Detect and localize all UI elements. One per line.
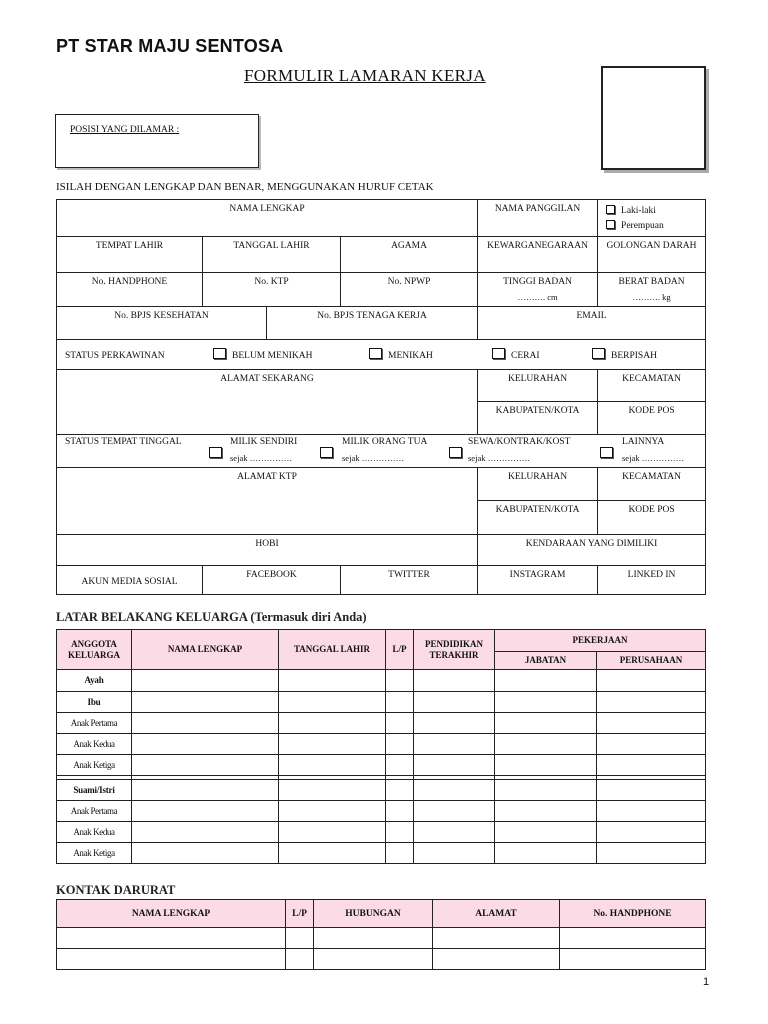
kelurahan-ktp-cell[interactable] xyxy=(478,468,598,501)
header-jabatan: JABATAN xyxy=(495,652,597,670)
berat-badan-label: BERAT BADAN xyxy=(618,277,685,287)
checkbox-belum-menikah[interactable] xyxy=(213,348,226,359)
family-cell[interactable] xyxy=(414,843,495,864)
hobi-cell[interactable] xyxy=(57,535,478,566)
header-alamat: ALAMAT xyxy=(433,900,560,928)
family-cell[interactable] xyxy=(414,755,495,776)
family-title: LATAR BELAKANG KELUARGA xyxy=(56,610,248,624)
family-cell[interactable] xyxy=(279,713,386,734)
checkbox-cerai[interactable] xyxy=(492,348,505,359)
family-cell[interactable] xyxy=(279,670,386,692)
checkbox-milik-sendiri[interactable] xyxy=(209,447,222,458)
alamat-sekarang-cell[interactable] xyxy=(57,370,478,435)
family-row xyxy=(57,713,706,734)
family-cell[interactable] xyxy=(495,692,597,713)
emergency-row xyxy=(57,949,706,970)
family-cell[interactable] xyxy=(597,734,706,755)
checkbox-milik-orang-tua[interactable] xyxy=(320,447,333,458)
checkbox-berpisah[interactable] xyxy=(592,348,605,359)
kode-pos-cell[interactable] xyxy=(598,402,706,435)
personal-data-table xyxy=(56,199,706,595)
marital-status-label: STATUS PERKAWINAN xyxy=(65,350,165,361)
family-member-label: Anak Ketiga xyxy=(57,755,132,776)
tinggi-badan-cell[interactable] xyxy=(478,273,598,307)
family-member-label: Anak Pertama xyxy=(57,801,132,822)
family-cell[interactable] xyxy=(386,822,414,843)
alamat-ktp-cell[interactable] xyxy=(57,468,478,535)
header-hubungan: HUBUNGAN xyxy=(314,900,433,928)
alamat-ktp-label: ALAMAT KTP xyxy=(237,472,297,482)
family-cell[interactable] xyxy=(495,713,597,734)
position-field[interactable] xyxy=(55,114,259,168)
kode-pos-label: KODE POS xyxy=(628,406,675,416)
marital-option-label: MENIKAH xyxy=(388,350,433,361)
emergency-cell[interactable] xyxy=(314,928,433,949)
kewarganegaraan-cell[interactable] xyxy=(478,237,598,273)
family-cell[interactable] xyxy=(279,755,386,776)
nama-lengkap-label: NAMA LENGKAP xyxy=(229,204,305,214)
family-cell[interactable] xyxy=(386,692,414,713)
berat-badan-cell[interactable] xyxy=(598,273,706,307)
agama-label: AGAMA xyxy=(391,241,427,251)
emergency-cell[interactable] xyxy=(560,928,706,949)
golongan-darah-cell[interactable] xyxy=(598,237,706,273)
instagram-cell[interactable] xyxy=(478,566,598,595)
ktp-cell[interactable] xyxy=(203,273,341,307)
residence-option-label: MILIK SENDIRI xyxy=(230,437,298,447)
gender-female-label: Perempuan xyxy=(621,221,664,231)
email-cell[interactable] xyxy=(478,307,706,340)
checkbox-perempuan[interactable] xyxy=(606,220,615,229)
residence-option-label: SEWA/KONTRAK/KOST xyxy=(468,437,571,447)
emergency-table xyxy=(56,899,706,970)
page-number: 1 xyxy=(703,976,710,988)
header-nama: NAMA LENGKAP xyxy=(132,630,279,670)
family-cell[interactable] xyxy=(279,822,386,843)
family-row xyxy=(57,755,706,776)
family-member-label: Suami/Istri xyxy=(57,780,132,801)
emergency-cell[interactable] xyxy=(314,949,433,970)
handphone-label: No. HANDPHONE xyxy=(91,277,168,287)
kendaraan-cell[interactable] xyxy=(478,535,706,566)
family-row xyxy=(57,692,706,713)
family-cell[interactable] xyxy=(279,734,386,755)
tanggal-lahir-cell[interactable] xyxy=(203,237,341,273)
position-label: POSISI YANG DILAMAR : xyxy=(70,125,180,135)
facebook-cell[interactable] xyxy=(203,566,341,595)
header-lp: L/P xyxy=(286,900,314,928)
family-cell[interactable] xyxy=(132,780,279,801)
family-cell[interactable] xyxy=(495,801,597,822)
family-cell[interactable] xyxy=(386,670,414,692)
kabupaten-label: KABUPATEN/KOTA xyxy=(495,406,580,416)
kendaraan-label: KENDARAAN YANG DIMILIKI xyxy=(525,539,658,549)
family-cell[interactable] xyxy=(495,843,597,864)
emergency-cell[interactable] xyxy=(560,949,706,970)
emergency-cell[interactable] xyxy=(286,928,314,949)
emergency-cell[interactable] xyxy=(433,928,560,949)
family-cell[interactable] xyxy=(597,780,706,801)
family-cell[interactable] xyxy=(495,822,597,843)
family-cell[interactable] xyxy=(597,755,706,776)
header-anggota: ANGGOTA KELUARGA xyxy=(57,630,132,670)
family-cell[interactable] xyxy=(495,734,597,755)
emergency-cell[interactable] xyxy=(57,949,286,970)
tinggi-badan-label: TINGGI BADAN xyxy=(503,277,572,287)
family-cell[interactable] xyxy=(386,755,414,776)
nama-panggilan-label: NAMA PANGGILAN xyxy=(494,204,581,214)
family-cell[interactable] xyxy=(132,670,279,692)
family-cell[interactable] xyxy=(132,755,279,776)
bpjs-tk-label: No. BPJS TENAGA KERJA xyxy=(317,311,427,321)
social-media-label-cell xyxy=(57,566,203,595)
kelurahan-label: KELURAHAN xyxy=(507,472,568,482)
marital-status-row xyxy=(57,340,706,370)
bpjs-kesehatan-cell[interactable] xyxy=(57,307,267,340)
family-row xyxy=(57,670,706,692)
sejak-field[interactable]: sejak …………… xyxy=(230,453,293,463)
kabupaten-ktp-cell[interactable] xyxy=(478,501,598,535)
header-handphone: No. HANDPHONE xyxy=(560,900,706,928)
family-row xyxy=(57,801,706,822)
tanggal-lahir-label: TANGGAL LAHIR xyxy=(233,241,310,251)
family-row xyxy=(57,780,706,801)
bpjs-kesehatan-label: No. BPJS KESEHATAN xyxy=(114,311,209,321)
family-cell[interactable] xyxy=(414,734,495,755)
facebook-label: FACEBOOK xyxy=(246,570,297,580)
checkbox-laki-laki[interactable] xyxy=(606,205,615,214)
family-cell[interactable] xyxy=(495,670,597,692)
email-label: EMAIL xyxy=(576,311,607,321)
npwp-cell[interactable] xyxy=(341,273,478,307)
kode-pos-label: KODE POS xyxy=(628,505,675,515)
family-cell[interactable] xyxy=(386,801,414,822)
form-title: FORMULIR LAMARAN KERJA xyxy=(244,66,486,85)
kabupaten-cell[interactable] xyxy=(478,402,598,435)
hobi-label: HOBI xyxy=(255,539,279,549)
kode-pos-ktp-cell[interactable] xyxy=(598,501,706,535)
header-pendidikan: PENDIDIKAN TERAKHIR xyxy=(414,630,495,670)
emergency-section-title: KONTAK DARURAT xyxy=(56,883,176,897)
kelurahan-label: KELURAHAN xyxy=(507,374,568,384)
sejak-field[interactable]: sejak …………… xyxy=(468,453,531,463)
family-cell[interactable] xyxy=(414,780,495,801)
residence-option-label: MILIK ORANG TUA xyxy=(342,437,428,447)
family-cell[interactable] xyxy=(279,843,386,864)
family-member-label: Anak Kedua xyxy=(57,822,132,843)
header-pekerjaan: PEKERJAAN xyxy=(495,630,706,652)
kecamatan-label: KECAMATAN xyxy=(622,374,681,384)
checkbox-sewa[interactable] xyxy=(449,447,462,458)
emergency-cell[interactable] xyxy=(433,949,560,970)
family-section-title xyxy=(56,610,367,625)
kabupaten-label: KABUPATEN/KOTA xyxy=(495,505,580,515)
emergency-cell[interactable] xyxy=(286,949,314,970)
handphone-cell[interactable] xyxy=(57,273,203,307)
marital-option-label: BERPISAH xyxy=(611,350,657,361)
family-cell[interactable] xyxy=(414,822,495,843)
family-cell[interactable] xyxy=(495,780,597,801)
instagram-label: INSTAGRAM xyxy=(509,570,566,580)
nama-panggilan-cell[interactable] xyxy=(478,200,598,237)
family-title-note: (Termasuk diri Anda) xyxy=(250,610,367,624)
checkbox-menikah[interactable] xyxy=(369,348,382,359)
family-cell[interactable] xyxy=(414,670,495,692)
family-cell[interactable] xyxy=(414,692,495,713)
family-cell[interactable] xyxy=(414,801,495,822)
gender-cell xyxy=(598,200,706,237)
family-cell[interactable] xyxy=(597,822,706,843)
family-cell[interactable] xyxy=(597,670,706,692)
kecamatan-label: KECAMATAN xyxy=(622,472,681,482)
family-cell[interactable] xyxy=(597,801,706,822)
tempat-lahir-label: TEMPAT LAHIR xyxy=(95,241,164,251)
family-cell[interactable] xyxy=(597,713,706,734)
residence-option-label: LAINNYA xyxy=(622,437,665,447)
family-cell[interactable] xyxy=(597,692,706,713)
photo-box[interactable] xyxy=(601,66,706,170)
sejak-field[interactable]: sejak …………… xyxy=(342,453,405,463)
family-member-label: Anak Kedua xyxy=(57,734,132,755)
family-cell[interactable] xyxy=(132,843,279,864)
residence-status-label: STATUS TEMPAT TINGGAL xyxy=(65,437,182,447)
company-name: PT STAR MAJU SENTOSA xyxy=(56,36,284,56)
header-perusahaan: PERUSAHAAN xyxy=(597,652,706,670)
bpjs-tk-cell[interactable] xyxy=(267,307,478,340)
ktp-label: No. KTP xyxy=(254,277,289,287)
family-cell[interactable] xyxy=(495,755,597,776)
family-member-label: Ibu xyxy=(57,692,132,713)
family-cell[interactable] xyxy=(279,780,386,801)
family-cell[interactable] xyxy=(132,692,279,713)
family-cell[interactable] xyxy=(386,780,414,801)
golongan-darah-label: GOLONGAN DARAH xyxy=(606,241,697,251)
nama-lengkap-cell[interactable] xyxy=(57,200,478,237)
family-cell[interactable] xyxy=(279,692,386,713)
emergency-cell[interactable] xyxy=(57,928,286,949)
tinggi-badan-unit: ………. cm xyxy=(517,292,558,302)
family-cell[interactable] xyxy=(386,843,414,864)
family-cell[interactable] xyxy=(279,801,386,822)
kecamatan-ktp-cell[interactable] xyxy=(598,468,706,501)
header-lp: L/P xyxy=(386,630,414,670)
linkedin-cell[interactable] xyxy=(598,566,706,595)
emergency-row xyxy=(57,928,706,949)
twitter-label: TWITTER xyxy=(388,570,430,580)
berat-badan-unit: ………. kg xyxy=(632,292,671,302)
instruction-text: ISILAH DENGAN LENGKAP DAN BENAR, MENGGUNAKAN HURUF CETAK xyxy=(56,181,434,193)
twitter-cell[interactable] xyxy=(341,566,478,595)
agama-cell[interactable] xyxy=(341,237,478,273)
family-cell[interactable] xyxy=(132,713,279,734)
family-cell[interactable] xyxy=(414,713,495,734)
family-cell[interactable] xyxy=(386,734,414,755)
social-media-label: AKUN MEDIA SOSIAL xyxy=(81,577,178,587)
family-cell[interactable] xyxy=(132,801,279,822)
gender-male-label: Laki-laki xyxy=(621,206,656,216)
npwp-label: No. NPWP xyxy=(387,277,431,287)
tempat-lahir-cell[interactable] xyxy=(57,237,203,273)
family-row xyxy=(57,843,706,864)
family-cell[interactable] xyxy=(597,843,706,864)
residence-status-row xyxy=(57,435,706,468)
family-member-label: Anak Pertama xyxy=(57,713,132,734)
alamat-sekarang-label: ALAMAT SEKARANG xyxy=(220,374,314,384)
kecamatan-cell[interactable] xyxy=(598,370,706,402)
sejak-field[interactable]: sejak …………… xyxy=(622,453,685,463)
family-row xyxy=(57,822,706,843)
header-tanggal-lahir: TANGGAL LAHIR xyxy=(279,630,386,670)
family-table xyxy=(56,629,706,864)
family-cell[interactable] xyxy=(132,734,279,755)
family-cell[interactable] xyxy=(132,822,279,843)
family-member-label: Anak Ketiga xyxy=(57,843,132,864)
marital-option-label: CERAI xyxy=(511,350,540,361)
kewarganegaraan-label: KEWARGANEGARAAN xyxy=(487,241,588,251)
family-cell[interactable] xyxy=(386,713,414,734)
checkbox-lainnya[interactable] xyxy=(600,447,613,458)
marital-option-label: BELUM MENIKAH xyxy=(232,350,313,361)
family-row xyxy=(57,734,706,755)
family-member-label: Ayah xyxy=(57,670,132,692)
kelurahan-cell[interactable] xyxy=(478,370,598,402)
linkedin-label: LINKED IN xyxy=(627,570,676,580)
header-nama-lengkap: NAMA LENGKAP xyxy=(57,900,286,928)
